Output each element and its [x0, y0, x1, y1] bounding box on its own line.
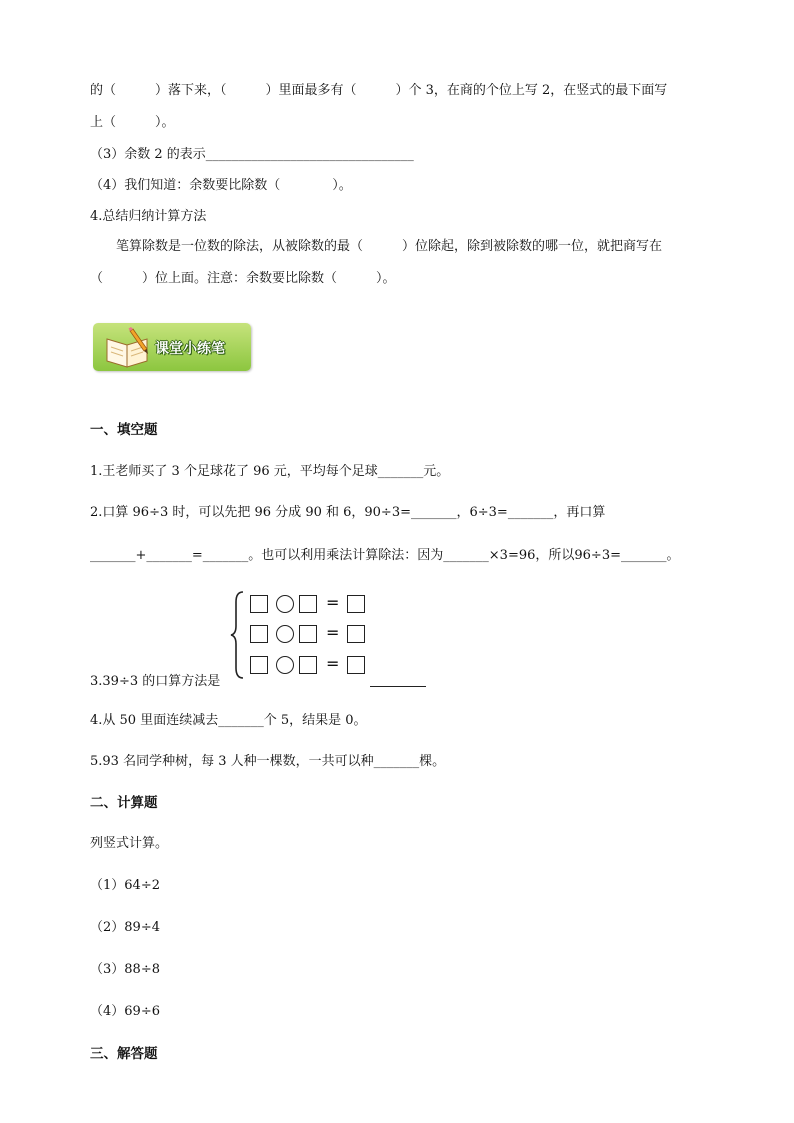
operator-circle: [276, 656, 294, 674]
answer-box: [299, 656, 317, 674]
equals-sign: =: [326, 654, 340, 673]
answer-box: [347, 625, 365, 643]
question-5: 5.93 名同学种树，每 3 人种一棵数，一共可以种_______棵。: [90, 754, 446, 769]
book-pencil-icon: [103, 325, 153, 369]
text-line: （3）余数 2 的表示________________________________: [90, 147, 414, 162]
section-heading: 一、填空题: [90, 422, 158, 438]
calc-item: （4）69÷6: [90, 1004, 160, 1019]
question-1: 1.王老师买了 3 个足球花了 96 元，平均每个足球_______元。: [90, 464, 450, 479]
brace-icon: [229, 590, 245, 680]
text-line: （4）我们知道：余数要比除数（ ）。: [90, 178, 352, 193]
question-3: 3.39÷3 的口算方法是: [90, 674, 221, 689]
operator-circle: [276, 595, 294, 613]
section-heading: 二、计算题: [90, 795, 158, 811]
answer-box: [250, 595, 268, 613]
practice-banner: [93, 323, 251, 371]
text-line: 笔算除数是一位数的除法，从被除数的最（ ）位除起，除到被除数的哪一位，就把商写在: [90, 239, 663, 254]
section-heading: 三、解答题: [90, 1046, 158, 1062]
question-2-cont: _______+_______=_______。也可以利用乘法计算除法：因为_______×3=96，所以96÷3=_______。: [90, 548, 680, 563]
banner-title: 课堂小练笔: [155, 341, 225, 357]
answer-box: [250, 625, 268, 643]
calc-instruction: 列竖式计算。: [90, 836, 169, 851]
text-line: 4.总结归纳计算方法: [90, 209, 207, 224]
answer-box: [250, 656, 268, 674]
equals-sign: =: [326, 593, 340, 612]
answer-box: [347, 595, 365, 613]
text-line: 上（ ）。: [90, 115, 175, 130]
calc-item: （1）64÷2: [90, 878, 160, 893]
equals-sign: =: [326, 623, 340, 642]
text-line: 的（ ）落下来，（ ）里面最多有（ ）个 3，在商的个位上写 2，在竖式的最下面写: [90, 83, 668, 98]
answer-blank: [370, 686, 426, 687]
calc-item: （3）88÷8: [90, 962, 160, 977]
text-line: （ ）位上面。注意：余数要比除数（ ）。: [90, 271, 396, 286]
calc-item: （2）89÷4: [90, 920, 160, 935]
answer-box: [299, 595, 317, 613]
answer-box: [347, 656, 365, 674]
question-2: 2.口算 96÷3 时，可以先把 96 分成 90 和 6，90÷3=_______，6÷3=_______，再口算: [90, 505, 606, 520]
answer-box: [299, 625, 317, 643]
question-4: 4.从 50 里面连续减去_______个 5，结果是 0。: [90, 713, 367, 728]
operator-circle: [276, 625, 294, 643]
